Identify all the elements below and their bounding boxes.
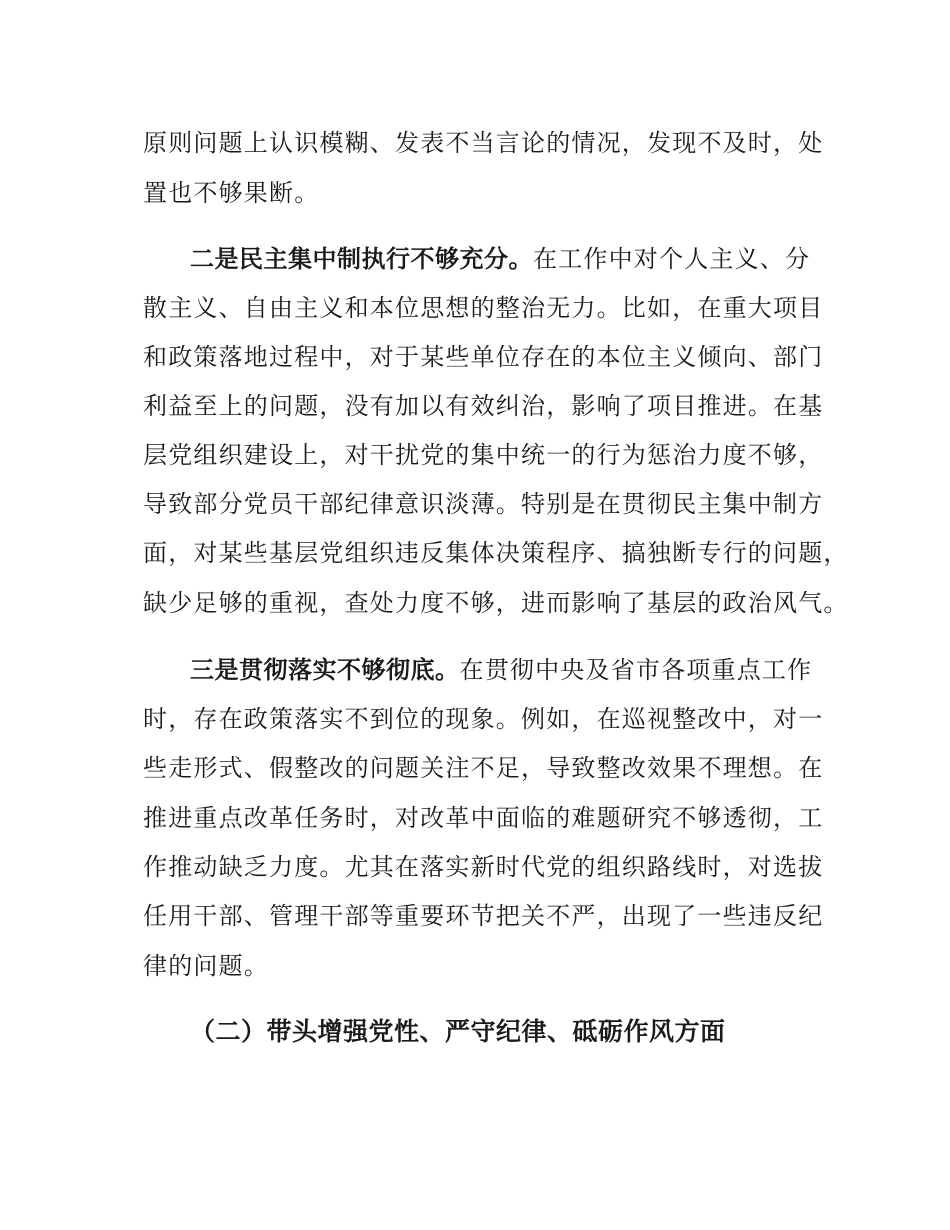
paragraph-line: 和政策落地过程中，对于某些单位存在的本位主义倾向、部门	[143, 343, 824, 371]
paragraph-line: 推进重点改革任务时，对改革中面临的难题研究不够透彻，工	[143, 804, 824, 832]
paragraph-line: 散主义、自由主义和本位思想的整治无力。比如，在重大项目	[143, 294, 824, 322]
paragraph-line: 导致部分党员干部纪律意识淡薄。特别是在贯彻民主集中制方	[143, 490, 824, 518]
paragraph-line: 律的问题。	[143, 952, 269, 980]
paragraph-line: 面，对某些基层党组织违反集体决策程序、搞独断专行的问题，	[143, 539, 849, 567]
paragraph-lead-text: 在工作中对个人主义、分	[533, 245, 811, 273]
paragraph-line: 任用干部、管理干部等重要环节把关不严，出现了一些违反纪	[143, 902, 824, 930]
paragraph-line: 利益至上的问题，没有加以有效纠治，影响了项目推进。在基	[143, 392, 824, 420]
paragraph-lead-line	[190, 652, 880, 688]
paragraph-line: 缺少足够的重视，查处力度不够，进而影响了基层的政治风气。	[143, 589, 849, 617]
paragraph-line: 时，存在政策落实不到位的现象。例如，在巡视整改中，对一	[143, 705, 824, 733]
paragraph-line: 些走形式、假整改的问题关注不足，导致整改效果不理想。在	[143, 754, 824, 782]
paragraph-lead-bold: 二是民主集中制执行不够充分。	[190, 245, 533, 273]
paragraph-lead-bold: 三是贯彻落实不够彻底。	[190, 656, 460, 684]
paragraph-lead-line	[190, 241, 880, 277]
paragraph-line: 作推动缺乏力度。尤其在落实新时代党的组织路线时，对选拔	[143, 853, 824, 881]
paragraph-line: 置也不够果断。	[143, 179, 320, 207]
paragraph-line: 层党组织建设上，对干扰党的集中统一的行为惩治力度不够，	[143, 441, 824, 469]
paragraph-line: 原则问题上认识模糊、发表不当言论的情况，发现不及时，处	[143, 129, 824, 157]
paragraph-lead-text: 在贯彻中央及省市各项重点工作	[459, 656, 813, 684]
section-heading: （二）带头增强党性、严守纪律、砥砺作风方面	[190, 1017, 726, 1046]
